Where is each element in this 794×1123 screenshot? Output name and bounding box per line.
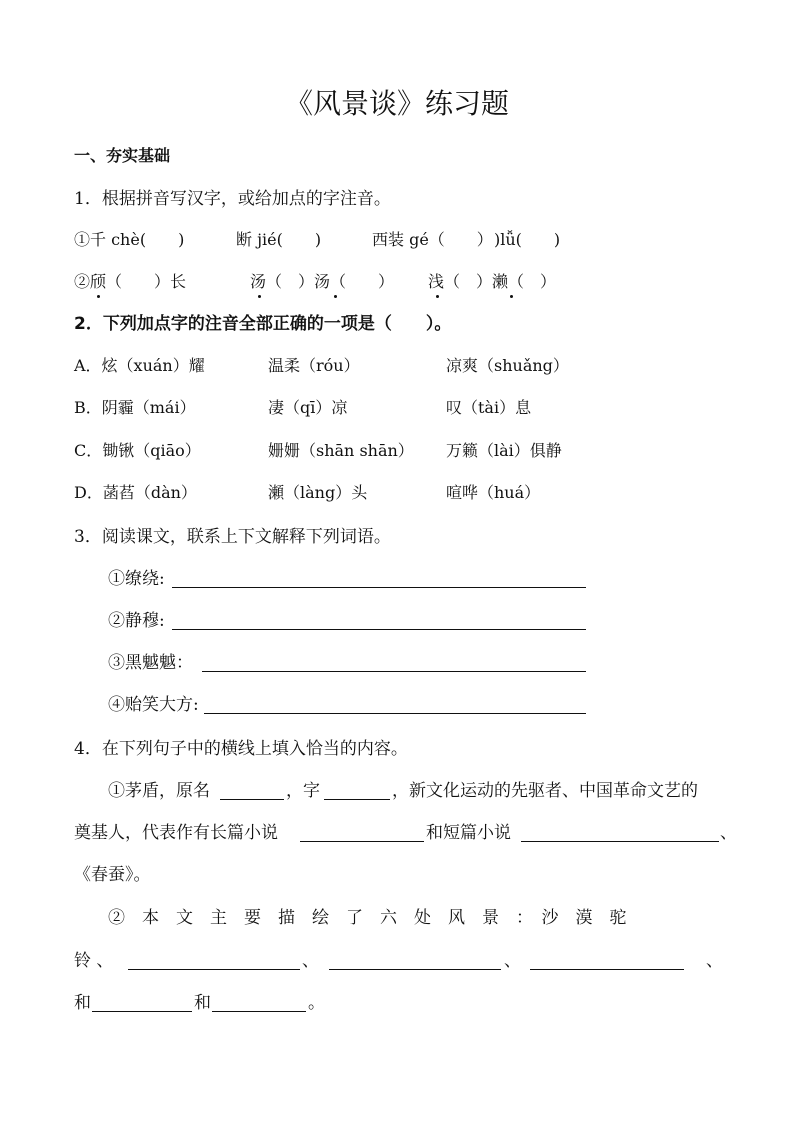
option-d: D．菡萏（dàn）: [74, 483, 197, 502]
section-heading: 一、夯实基础: [74, 146, 171, 165]
option-a: A．炫（xuán）耀: [74, 356, 205, 375]
option-d: 喧哗（huá）: [446, 483, 541, 502]
q1-item: 西装 gé（ ）: [372, 230, 493, 249]
q4-text: 、: [302, 951, 319, 971]
q4-text: 、: [504, 951, 521, 971]
q4-text: 奠基人，代表作有长篇小说: [74, 823, 278, 843]
term-label: ①缭绕:: [108, 569, 165, 589]
q1-item: 断 jié( ): [236, 230, 322, 249]
blank-scene[interactable]: [212, 1011, 306, 1012]
q1-item: ②颀（ ）长: [74, 272, 187, 291]
blank-original-name[interactable]: [220, 799, 284, 800]
q4-text: 、: [720, 823, 737, 843]
question-4-stem: 4．在下列句子中的横线上填入恰当的内容。: [74, 739, 408, 759]
q1-item: 浅（ ）濑（ ）: [428, 272, 557, 291]
option-a: 凉爽（shuǎng）: [446, 356, 569, 375]
option-b: 叹（tài）息: [446, 398, 532, 417]
q4-text: ② 本 文 主 要 描 绘 了 六 处 风 景 ： 沙 漠 驼: [108, 908, 627, 928]
page-title: 《风景谈》练习题: [284, 87, 509, 120]
q4-text: ①茅盾，原名: [108, 781, 210, 801]
answer-line[interactable]: [172, 587, 586, 588]
option-b: 凄（qī）凉: [268, 398, 348, 417]
question-1-stem: 1．根据拼音写汉字，或给加点的字注音。: [74, 189, 391, 209]
question-2-stem: 2．下列加点字的注音全部正确的一项是（ ）。: [74, 314, 452, 334]
option-b: B．阴霾（mái）: [74, 398, 196, 417]
option-d: 瀬（làng）头: [268, 483, 368, 502]
q1-item: )lǚ( ): [494, 230, 561, 249]
answer-line[interactable]: [172, 629, 586, 630]
term-label: ③黑魆魆：: [108, 653, 193, 673]
blank-novel[interactable]: [300, 841, 424, 842]
emphasis-dot: [334, 295, 337, 298]
blank-courtesy-name[interactable]: [324, 799, 390, 800]
blank-short-story[interactable]: [521, 841, 719, 842]
q4-text: 。: [308, 993, 325, 1013]
blank-scene[interactable]: [92, 1011, 192, 1012]
q4-text: 、: [706, 951, 723, 971]
q4-text: 铃 、: [74, 951, 114, 971]
q4-text: 和: [194, 993, 211, 1013]
option-c: 万籁（lài）俱静: [446, 441, 562, 460]
q1-item: ①千 chè( ): [74, 230, 185, 249]
q4-text: 和: [74, 993, 91, 1013]
option-c: 姗姗（shān shān）: [268, 441, 414, 460]
q4-text: ，新文化运动的先驱者、中国革命文艺的: [392, 781, 698, 801]
answer-line[interactable]: [202, 671, 586, 672]
option-c: C．锄锹（qiāo）: [74, 441, 201, 460]
q1-item: 汤（ ）汤（ ）: [250, 272, 395, 291]
q4-text: 和短篇小说: [426, 823, 511, 843]
q4-text: 《春蚕》。: [74, 865, 151, 885]
emphasis-dot: [436, 295, 439, 298]
question-3-stem: 3．阅读课文，联系上下文解释下列词语。: [74, 527, 391, 547]
emphasis-dot: [510, 295, 513, 298]
blank-scene[interactable]: [329, 969, 501, 970]
answer-line[interactable]: [204, 713, 586, 714]
option-a: 温柔（róu）: [268, 356, 360, 375]
term-label: ④贻笑大方:: [108, 695, 199, 715]
term-label: ②静穆:: [108, 611, 165, 631]
q4-text: ，字: [286, 781, 320, 801]
blank-scene[interactable]: [530, 969, 684, 970]
emphasis-dot: [258, 295, 261, 298]
emphasis-dot: [97, 295, 100, 298]
blank-scene[interactable]: [128, 969, 300, 970]
